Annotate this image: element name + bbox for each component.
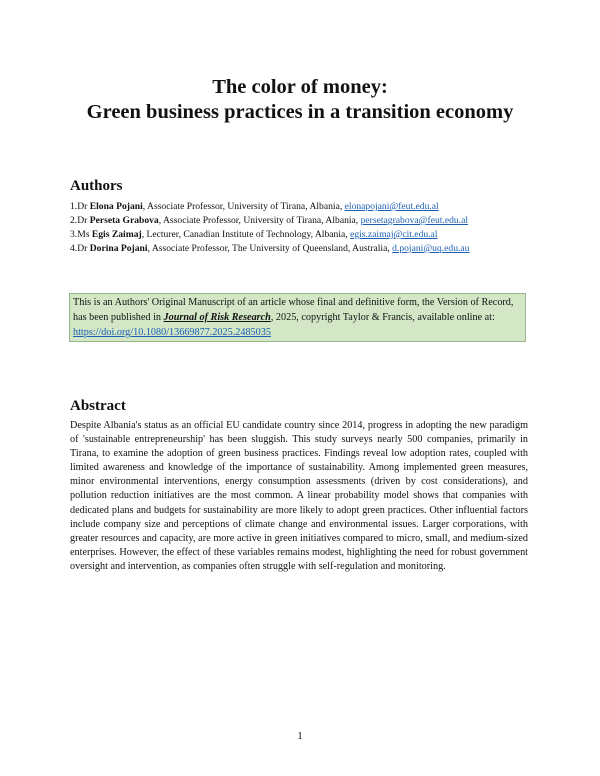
title-line-2: Green business practices in a transition economy (86, 100, 514, 123)
author-name: Egis Zaimaj (91, 229, 142, 240)
author-number: 1.Dr (70, 201, 90, 212)
paper-title (0, 75, 600, 124)
author-email-link[interactable]: elonapojani@feut.edu.al (344, 201, 439, 212)
authors-list (70, 200, 469, 256)
author-affiliation: , Associate Professor, University of Tirana, Albania, (158, 215, 361, 226)
author-affiliation: , Lecturer, Canadian Institute of Technology, Albania, (141, 229, 351, 240)
author-name: Elona Pojani (89, 201, 143, 212)
abstract-heading: Abstract (70, 398, 126, 414)
author-line (70, 242, 469, 256)
page-number: 1 (297, 730, 303, 742)
author-email-link[interactable]: egis.zaimaj@cit.edu.al (350, 229, 438, 240)
manuscript-note (69, 293, 526, 342)
author-name: Dorina Pojani (89, 243, 148, 254)
author-number: 4.Dr (70, 243, 90, 254)
author-line (70, 228, 469, 242)
author-email-link[interactable]: d.pojani@uq.edu.au (392, 243, 470, 254)
abstract-body: Despite Albania's status as an official EU candidate country since 2014, progress in adopting the new paradigm of 'sustainable entrepreneurship' has been sluggish. This study surveys nearly 500 companies, primarily in Tirana, to examine the adoption of green business practices. Findings reveal low adoption rates, coupled with limited awareness and knowledge of the importance of sustainability. Among implemented green measures, minor environmental interventions, energy consumption assessments (driven by cost considerations), and pollution reduction initiatives are the most common. A linear probability model shows that companies with dedicated plans and budgets for sustainability are more likely to adopt green practices. Other influential factors include company size and perceptions of climate change and environmental issues. Larger corporations, with greater resources and capacity, are more active in green initiatives compared to micro, small, and medium-sized enterprises. However, the effect of these variables remains modest, highlighting the need for robust government oversight and intervention, as companies often struggle with self-regulation and monitoring. (70, 420, 528, 572)
title-line-1: The color of money: (212, 76, 388, 98)
authors-heading: Authors (70, 178, 123, 194)
note-text-after: , 2025, copyright Taylor & Francis, available online at: (270, 312, 495, 323)
author-email-link[interactable]: persetagrabova@feut.edu.al (360, 215, 468, 226)
author-line (70, 200, 469, 214)
author-number: 2.Dr (70, 215, 90, 226)
journal-name: Journal of Risk Research (163, 312, 271, 323)
note-text: This is an Authors' Original Manuscript of an article whose final and definitive form, the Version of Record, has been published in (73, 297, 514, 323)
author-affiliation: , Associate Professor, The University of Queensland, Australia, (147, 243, 393, 254)
author-name: Perseta Grabova (89, 215, 159, 226)
author-line (70, 214, 469, 228)
author-number: 3.Ms (70, 229, 92, 240)
doi-link[interactable]: https://doi.org/10.1080/13669877.2025.2485035 (73, 327, 271, 338)
author-affiliation: , Associate Professor, University of Tirana, Albania, (142, 201, 345, 212)
